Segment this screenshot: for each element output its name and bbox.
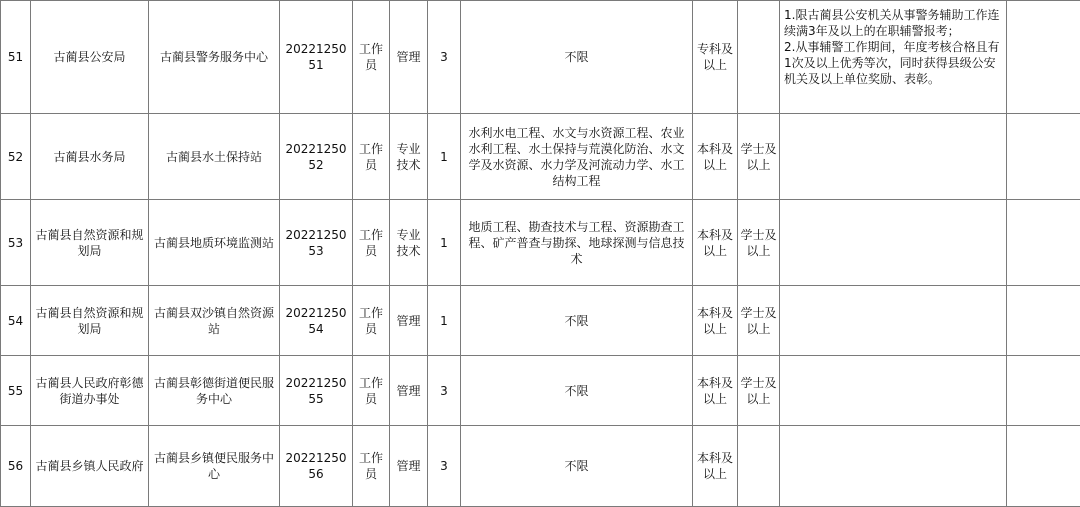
requirements-cell [780,114,1007,200]
department-cell: 古蔺县水务局 [31,114,149,200]
unit-cell: 古蔺县双沙镇自然资源站 [149,286,280,356]
unit-cell: 古蔺县水土保持站 [149,114,280,200]
post-type-cell: 管理 [390,356,428,426]
requirements-cell [780,286,1007,356]
row-number: 52 [1,114,31,200]
post-code-cell: 2022125054 [280,286,353,356]
post-type-cell: 管理 [390,1,428,114]
unit-cell: 古蔺县地质环境监测站 [149,200,280,286]
post-code-cell: 2022125055 [280,356,353,426]
degree-cell: 学士及以上 [738,356,780,426]
remarks-cell [1007,200,1080,286]
hiring-count-cell: 1 [428,200,461,286]
post-type-cell: 专业技术 [390,114,428,200]
degree-cell: 学士及以上 [738,200,780,286]
hiring-count-cell: 1 [428,286,461,356]
table-row [1,426,1080,507]
hiring-count-cell: 1 [428,114,461,200]
remarks-cell [1007,286,1080,356]
education-cell: 本科及以上 [693,356,738,426]
education-cell: 专科及以上 [693,1,738,114]
department-cell: 古蔺县乡镇人民政府 [31,426,149,507]
post-category-cell: 工作员 [353,200,390,286]
degree-cell [738,1,780,114]
degree-cell [738,426,780,507]
degree-cell: 学士及以上 [738,286,780,356]
major-cell: 不限 [461,286,693,356]
hiring-count-cell: 3 [428,1,461,114]
major-cell: 不限 [461,426,693,507]
post-code-cell: 2022125052 [280,114,353,200]
post-category-cell: 工作员 [353,1,390,114]
education-cell: 本科及以上 [693,200,738,286]
table-row [1,286,1080,356]
major-cell: 不限 [461,356,693,426]
row-number: 54 [1,286,31,356]
major-cell: 不限 [461,1,693,114]
post-category-cell: 工作员 [353,426,390,507]
remarks-cell [1007,114,1080,200]
remarks-cell [1007,356,1080,426]
hiring-count-cell: 3 [428,426,461,507]
post-category-cell: 工作员 [353,286,390,356]
department-cell: 古蔺县自然资源和规划局 [31,200,149,286]
major-cell: 水利水电工程、水文与水资源工程、农业水利工程、水土保持与荒漠化防治、水文学及水资源、水力学及河流动力学、水工结构工程 [461,114,693,200]
post-type-cell: 管理 [390,286,428,356]
department-cell: 古蔺县自然资源和规划局 [31,286,149,356]
post-code-cell: 2022125053 [280,200,353,286]
requirements-cell [780,200,1007,286]
major-cell: 地质工程、勘查技术与工程、资源勘查工程、矿产普查与勘探、地球探测与信息技术 [461,200,693,286]
department-cell: 古蔺县公安局 [31,1,149,114]
post-code-cell: 2022125056 [280,426,353,507]
table-row [1,356,1080,426]
department-cell: 古蔺县人民政府彰德街道办事处 [31,356,149,426]
post-category-cell: 工作员 [353,114,390,200]
unit-cell: 古蔺县乡镇便民服务中心 [149,426,280,507]
requirements-cell [780,356,1007,426]
remarks-cell [1007,426,1080,507]
hiring-count-cell: 3 [428,356,461,426]
table-row [1,200,1080,286]
requirements-cell: 1.限古蔺县公安机关从事警务辅助工作连续满3年及以上的在职辅警报考； 2.从事辅警工作期间，年度考核合格且有1次及以上优秀等次，同时获得县级公安机关及以上单位奖励、表彰。 [780,1,1007,114]
row-number: 51 [1,1,31,114]
post-type-cell: 管理 [390,426,428,507]
remarks-cell [1007,1,1080,114]
table-row [1,1,1080,114]
unit-cell: 古蔺县彰德街道便民服务中心 [149,356,280,426]
degree-cell: 学士及以上 [738,114,780,200]
post-category-cell: 工作员 [353,356,390,426]
requirements-cell [780,426,1007,507]
table-row [1,114,1080,200]
row-number: 55 [1,356,31,426]
education-cell: 本科及以上 [693,426,738,507]
table-body [1,1,1080,507]
education-cell: 本科及以上 [693,114,738,200]
unit-cell: 古蔺县警务服务中心 [149,1,280,114]
post-code-cell: 2022125051 [280,1,353,114]
row-number: 53 [1,200,31,286]
education-cell: 本科及以上 [693,286,738,356]
post-type-cell: 专业技术 [390,200,428,286]
row-number: 56 [1,426,31,507]
